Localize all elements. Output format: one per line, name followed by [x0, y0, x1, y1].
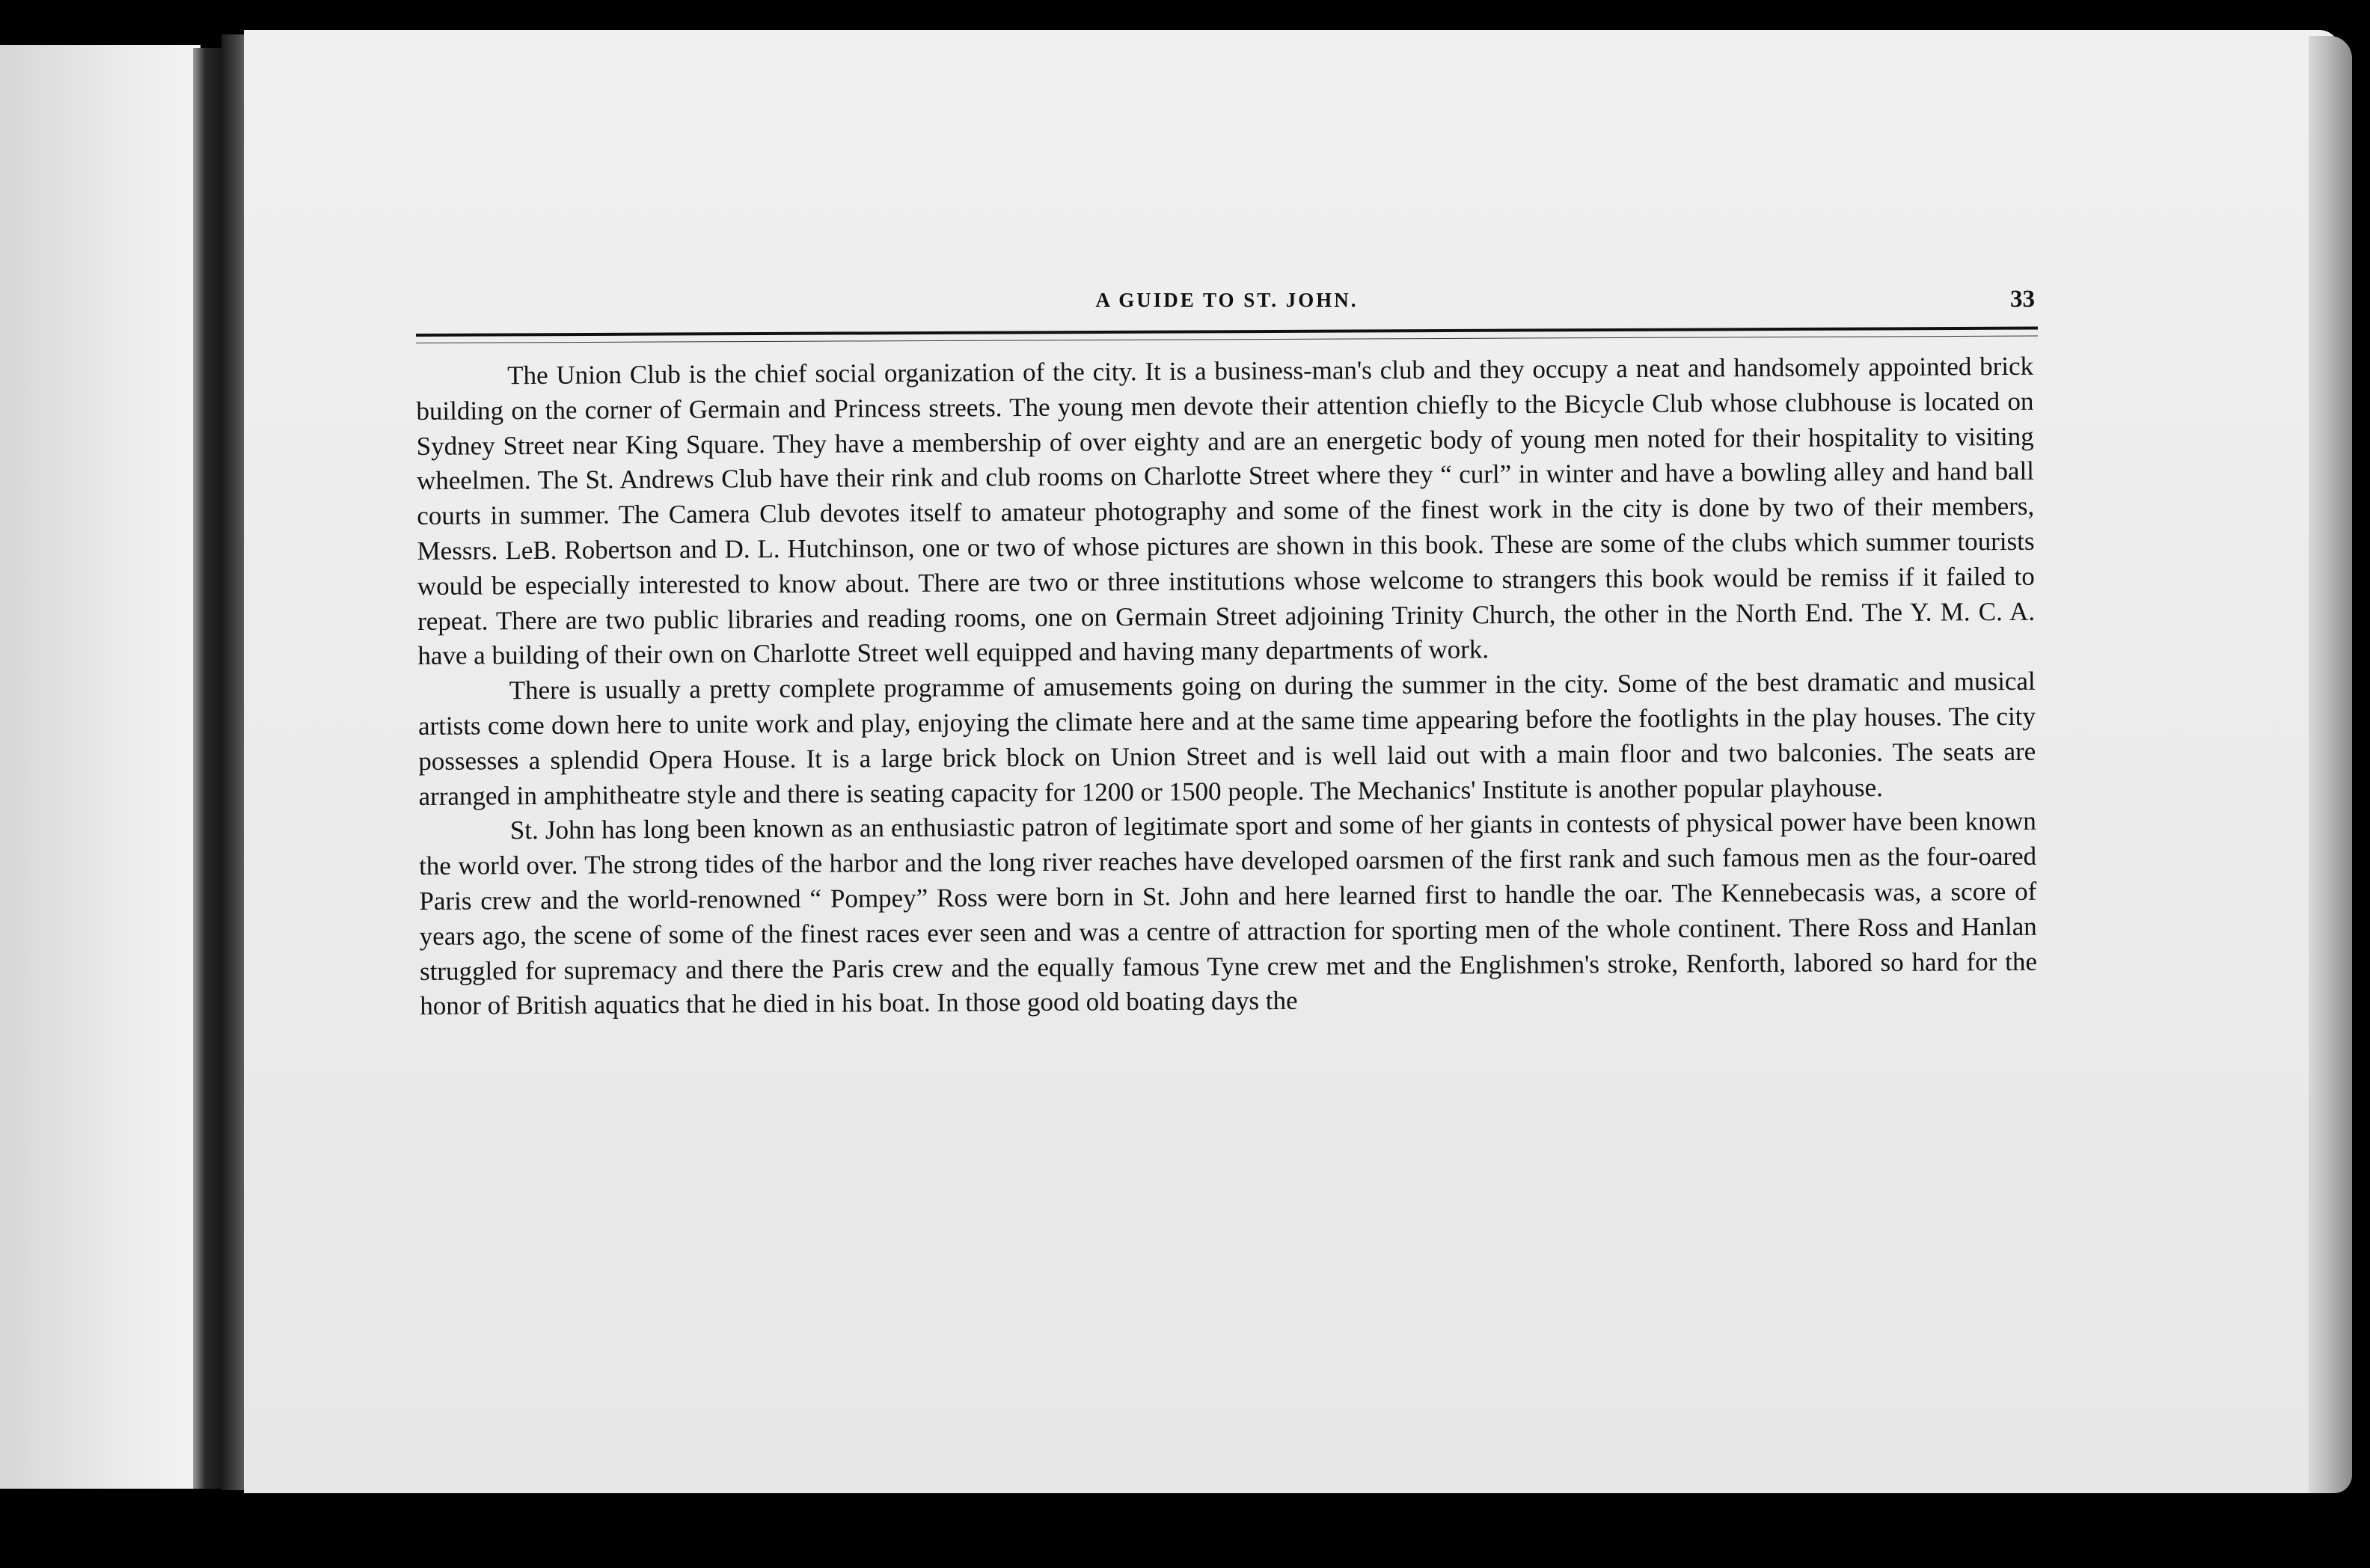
running-head	[419, 286, 2035, 322]
page-body-text	[416, 349, 2037, 1024]
paragraph-amusements: There is usually a pretty complete programme of amusements going on during the summer in the city. Some of the best dramatic and musical artists come down here to unite work and play, enjoying the climate here and at the same time appearing before the footlights in the play houses. The city possesses a splendid Opera House. It is a large brick block on Union Street and is well laid out with a main floor and two balconies. The seats are arranged in amphitheatre style and there is seating capacity for 1200 or 1500 people. The Mechanics' Institute is another popular playhouse.	[417, 666, 2036, 811]
page-number: 33	[2010, 286, 2035, 313]
paragraph-sport: St. John has long been known as an enthusiastic patron of legitimate sport and some of her giants in contests of physical power have been known the world over. The strong tides of the harbor and the long river reaches have developed oarsmen of the first rank and such famous men as the four-oared Paris crew and the world-renowned “ Pompey” Ross were born in St. John and here learned first to handle the oar. The Kennebecasis was, a score of years ago, the scene of some of the finest races ever seen and was a centre of attraction for sporting men of the whole continent. There Ross and Hanlan struggled for supremacy and there the Paris crew and the equally famous Tyne crew met and the Englishmen's stroke, Renforth, labored so hard for the honor of British aquatics that he died in his boat. In those good old boating days the	[419, 806, 2038, 1021]
right-page-curved-edge	[2309, 36, 2352, 1493]
paragraph-union-club: The Union Club is the chief social organization of the city. It is a business-man's club and they occupy a neat and handsomely appointed brick building on the corner of Germain and Princess streets. The young men devote their attention chiefly to the Bicycle Club whose clubhouse is located on Sydney Street near King Square. They have a membership of over eighty and are an energetic body of young men noted for their hospitality to visiting wheelmen. The St. Andrews Club have their rink and club rooms on Charlotte Street where they “ curl” in winter and have a bowling alley and hand ball courts in summer. The Camera Club devotes itself to amateur photography and some of the finest work in the city is done by two of their members, Messrs. LeB. Robertson and D. L. Hutchinson, one or two of whose pictures are shown in this book. These are some of the clubs which summer tourists would be especially interested to know about. There are two or three institutions whose welcome to strangers this book would be remiss if it failed to repeat. There are two public libraries and reading rooms, one on Germain Street adjoining Trinity Church, the other in the North End. The Y. M. C. A. have a building of their own on Charlotte Street well equipped and having many departments of work.	[416, 351, 2036, 671]
left-page-fragment	[0, 45, 200, 1489]
running-head-title: A GUIDE TO ST. JOHN.	[1095, 289, 1359, 311]
